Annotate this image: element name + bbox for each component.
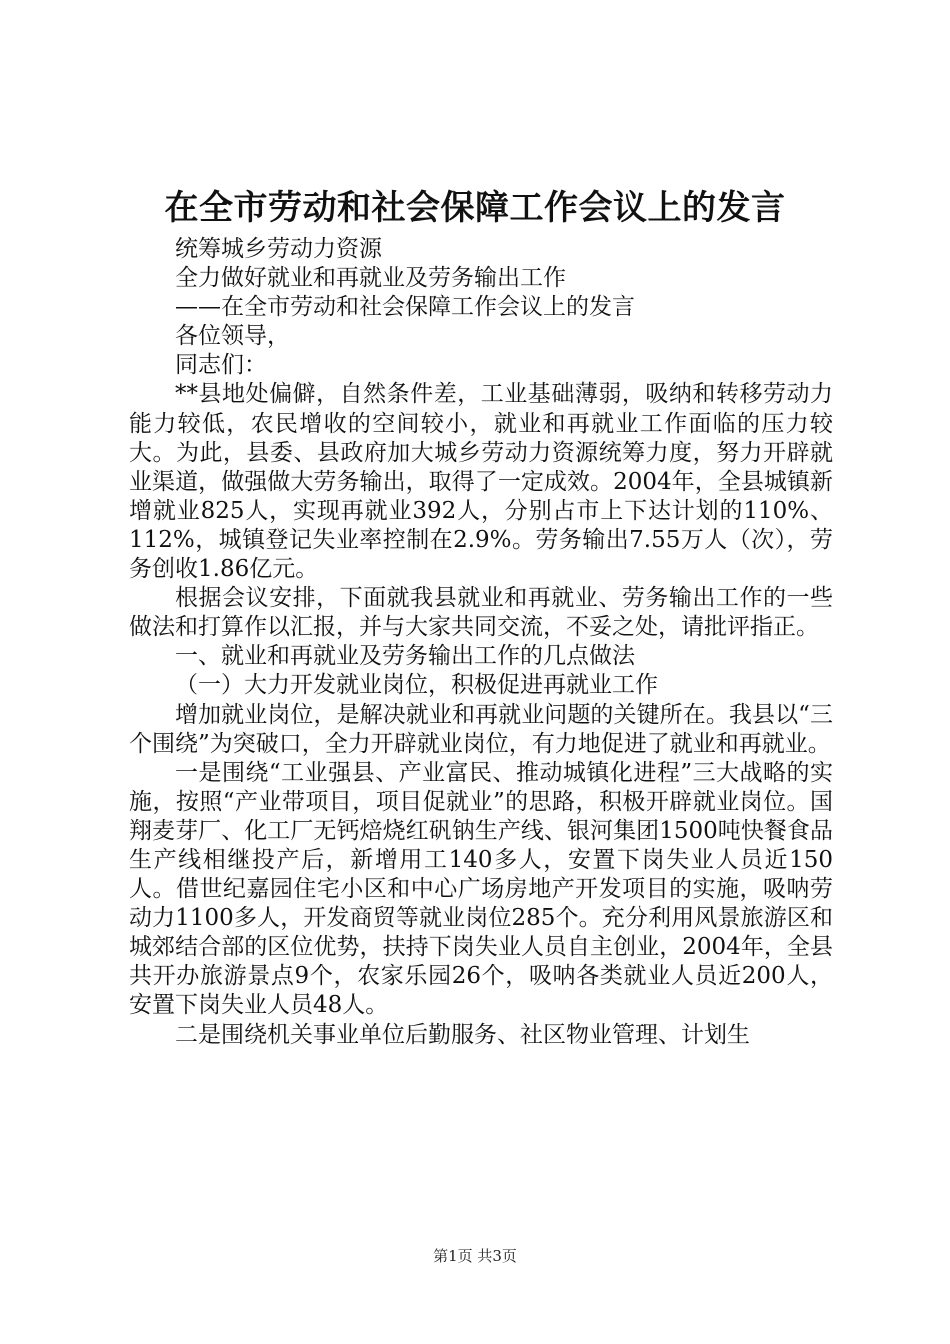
body-paragraph: **县地处偏僻，自然条件差，工业基础薄弱，吸纳和转移劳动力能力较低，农民增收的空间较小，就业和再就业工作面临的压力较大。为此，县委、县政府加大城乡劳动力资源统筹力度，努力开辟就业渠道，做强做大劳务输出，取得了一定成效。2004年，全县城镇新增就业825人，实现再就业392人，分别占市上下达计划的110%、112%，城镇登记失业率控制在2.9%。劳务输出7.55万人（次），劳务创收1.86亿元。 (129, 381, 833, 583)
salutation-line: 同志们： (175, 352, 267, 379)
subsection-heading: （一）大力开发就业岗位，积极促进再就业工作 (175, 672, 658, 699)
subtitle-line: 统筹城乡劳动力资源 (175, 236, 382, 262)
body-paragraph: 二是围绕机关事业单位后勤服务、社区物业管理、计划生 (175, 1021, 750, 1048)
subtitle-line: ——在全市劳动和社会保障工作会议上的发言 (175, 294, 635, 321)
salutation-line: 各位领导， (175, 323, 290, 350)
body-paragraph: 一是围绕“工业强县、产业富民、推动城镇化进程”三大战略的实施，按照“产业带项目，项目促就业”的思路，积极开辟就业岗位。国翔麦芽厂、化工厂无钙焙烧红矾钠生产线、银河集团1500吨快餐食品生产线相继投产后，新增用工140多人，安置下岗失业人员近150人。借世纪嘉园住宅小区和中心广场房地产开发项目的实施，吸呐劳动力1100多人，开发商贸等就业岗位285个。充分利用风景旅游区和城郊结合部的区位优势，扶持下岗失业人员自主创业，2004年，全县共开办旅游景点9个，农家乐园26个，吸呐各类就业人员近200人，安置下岗失业人员48人。 (129, 759, 833, 1019)
section-heading: 一、就业和再就业及劳务输出工作的几点做法 (175, 643, 635, 670)
subtitle-line: 全力做好就业和再就业及劳务输出工作 (175, 265, 566, 292)
page-number-footer: 第1页 共3页 (433, 1247, 517, 1265)
body-paragraph: 根据会议安排，下面就我县就业和再就业、劳务输出工作的一些做法和打算作以汇报，并与大家共同交流，不妥之处，请批评指正。 (129, 585, 833, 641)
body-paragraph: 增加就业岗位，是解决就业和再就业问题的关键所在。我县以“三个围绕”为突破口，全力开辟就业岗位，有力地促进了就业和再就业。 (129, 701, 833, 757)
document-body (129, 235, 833, 1050)
document-title: 在全市劳动和社会保障工作会议上的发言 (164, 188, 786, 228)
